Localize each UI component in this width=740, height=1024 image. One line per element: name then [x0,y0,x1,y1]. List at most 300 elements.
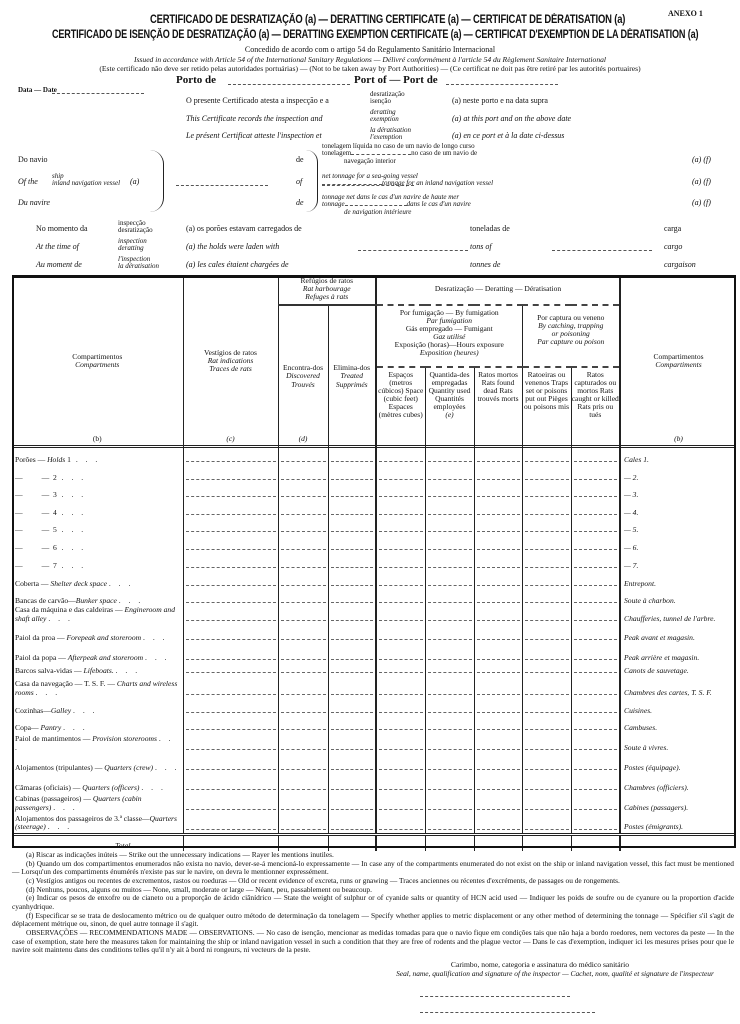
compartment-label-fr: Peak arrière et magasin. [620,643,736,663]
brace-icon [306,150,318,212]
space-cell[interactable] [376,716,425,733]
compartment-label: Paiol de mantimentos — Provision storerooms . . . [15,734,174,752]
tonnage-pt-3: no caso de um navio de [411,149,478,158]
discovered-cell[interactable] [278,733,328,753]
date-label: Data — Date [18,86,57,94]
compartment-label-fr: Canots de sauvetage. [620,663,736,676]
found-dead-cell[interactable] [474,553,522,571]
caught-cell[interactable] [571,535,620,553]
port-label-en-fr: Port of — Port de [354,74,438,86]
table-row [12,483,736,500]
title-line-1: CERTIFICADO DE DESRATIZAÇÃO (a) — DERATTING CERTIFICATE (a) — CERTIFICAT DE DÉRATISATION (a) [150,14,626,26]
cargo-end-fr: cargaison [664,260,696,269]
compartment-label: Casa da navegação — T. S. F. — Charts and wireless rooms . . . [15,679,178,697]
tonnage-field-fr[interactable] [345,205,407,206]
tonnage-field-pt[interactable] [351,154,411,155]
quantity-cell[interactable] [425,448,474,465]
traps-cell[interactable] [522,676,571,698]
caught-cell[interactable] [571,676,620,698]
found-dead-cell[interactable] [474,753,522,773]
note-b: (b) Quando um dos compartimentos enumerados não exista no navio, dever-se-á mencioná-lo expressamente — In case any of the compartments enumerated do not exist on the ship or inland navigation vessel, this fact must be mentioned — Lorsqu'un des compartiments énumérés n'existe pas sur le navire, on devra le mentionner expressément. [12,858,734,877]
note-e: (e) Indicar os pesos de enxofre ou de cianeto ou a proporção de ácido ciânídrico — State the weight of sulphur or of cyanide salts or quantity of HCN acid used — Indiquer les poids de soufre ou de cyanure ou la proportion d'acide cyanhydrique. [12,893,734,911]
caught-cell[interactable] [571,624,620,643]
caught-cell[interactable] [571,465,620,483]
rat-indications-cell[interactable] [183,500,278,518]
discovered-cell[interactable] [278,518,328,535]
attest-tail-en: (a) at this port and on the above date [452,114,572,123]
compartment-label: Barcos salva-vidas — Lifeboats. . . . [15,665,141,675]
space-cell[interactable] [376,500,425,518]
compartment-label-fr: — 3. [620,483,736,500]
compartment-label-fr: — 4. [620,500,736,518]
found-dead-cell[interactable] [474,518,522,535]
compartment-label: Cabinas (passageiros) — Quarters (cabin passengers) . . . [15,794,142,812]
attest-opt-la-deratisation[interactable]: la dératisation [370,126,412,134]
rat-indications-cell[interactable] [183,553,278,571]
subtitle-pt: Concedido de acordo com o artigo 54 do Regulamento Sanitário Internacional [244,45,496,54]
found-dead-cell[interactable] [474,465,522,483]
traps-cell[interactable] [522,465,571,483]
compartment-label-fr: Chambres des cartes, T. S. F. [620,676,736,698]
rat-indications-cell[interactable] [183,483,278,500]
found-dead-cell[interactable] [474,698,522,716]
compartment-label: — — 5 . . . [15,524,87,534]
header-compartments-fr: Compartimentos Compartiments (b) [620,275,736,447]
brace-icon [150,150,164,212]
traps-cell[interactable] [522,753,571,773]
traps-cell[interactable] [522,793,571,813]
table-row [12,448,736,465]
quantity-cell[interactable] [425,500,474,518]
cargo-lead-pt: No momento da [36,224,88,233]
cargo-opt-inspeccao[interactable]: inspecção [118,219,146,227]
discovered-cell[interactable] [278,793,328,813]
cargo-type-field[interactable] [552,250,652,251]
caught-cell[interactable] [571,500,620,518]
attest-opt-desratizacao[interactable]: desratização [370,90,405,98]
table-row [12,733,736,753]
discovered-cell[interactable] [278,483,328,500]
quantity-cell[interactable] [425,483,474,500]
caught-cell[interactable] [571,589,620,606]
table-row [12,643,736,663]
af-note-3: (a) (f) [692,198,711,207]
space-cell[interactable] [376,535,425,553]
space-cell[interactable] [376,589,425,606]
rat-indications-cell[interactable] [183,589,278,606]
rat-indications-cell[interactable] [183,676,278,698]
quantity-cell[interactable] [425,733,474,753]
footnotes [12,851,734,955]
treated-cell[interactable] [328,500,376,518]
rat-indications-cell[interactable] [183,716,278,733]
space-cell[interactable] [376,465,425,483]
attest-opt-deratting[interactable]: deratting [370,108,396,116]
traps-cell[interactable] [522,834,571,851]
space-cell[interactable] [376,773,425,793]
inspector-name-field[interactable] [420,1012,595,1013]
discovered-cell[interactable] [278,589,328,606]
traps-cell[interactable] [522,553,571,571]
tonnage-fr-1: tonnage net dans le cas d'un navire de haute mer [322,193,460,201]
found-dead-cell[interactable] [474,483,522,500]
treated-cell[interactable] [328,834,376,851]
treated-cell[interactable] [328,448,376,465]
discovered-cell[interactable] [278,663,328,676]
quantity-cell[interactable] [425,753,474,773]
cargo-opt-linspection[interactable]: l'inspection [118,255,151,263]
quantity-cell[interactable] [425,716,474,733]
found-dead-cell[interactable] [474,448,522,465]
quantity-cell[interactable] [425,535,474,553]
cargo-end-en: cargo [664,242,683,251]
treated-cell[interactable] [328,606,376,624]
found-dead-cell[interactable] [474,716,522,733]
caught-cell[interactable] [571,483,620,500]
caught-cell[interactable] [571,571,620,589]
port-field-pt[interactable] [228,84,350,85]
table-row [12,589,736,606]
cargo-lead-fr: Au moment de [36,260,82,269]
discovered-cell[interactable] [278,643,328,663]
quantity-cell[interactable] [425,663,474,676]
compartment-label: Casa da máquina e das caldeiras — Engineroom and shaft alley . . . [15,605,175,623]
cargo-unit-en: tons of [470,242,492,251]
caught-cell[interactable] [571,813,620,834]
vessel-a: (a) [130,177,140,186]
compartment-label: Total . . . . . [115,840,180,850]
traps-cell[interactable] [522,500,571,518]
table-row [12,793,736,813]
traps-cell[interactable] [522,773,571,793]
found-dead-cell[interactable] [474,834,522,851]
quantity-cell[interactable] [425,676,474,698]
space-cell[interactable] [376,676,425,698]
found-dead-cell[interactable] [474,571,522,589]
subtitle-en-fr: Issued in accordance with Article 54 of the International Sanitary Regulations — Délivré conformément à l'article 54 du Règlement Sanitaire International [133,55,607,64]
traps-cell[interactable] [522,813,571,834]
signature-label-pt: Carimbo, nome, categoria e assinatura do médico sanitário [450,960,630,969]
compartment-label-fr: Chaufferies, tunnel de l'arbre. [620,606,736,624]
compartments-table-header [12,275,736,447]
attest-opt-exemption-fr[interactable]: l'exemption [370,133,403,141]
header-treated: Elimina-dos Treated Supprimés [328,305,376,447]
quantity-cell[interactable] [425,465,474,483]
treated-cell[interactable] [328,518,376,535]
discovered-cell[interactable] [278,813,328,834]
quantity-cell[interactable] [425,813,474,834]
vessel-label-en: Of the [18,177,38,186]
compartments-table [12,448,736,851]
caught-cell[interactable] [571,773,620,793]
discovered-cell[interactable] [278,606,328,624]
compartment-label: — — 3 . . . [15,489,87,499]
header-traps: Ratoeiras ou venenos Traps set or poisons put out Pièges ou poisons mis [522,367,571,447]
space-cell[interactable] [376,553,425,571]
rat-indications-cell[interactable] [183,535,278,553]
found-dead-cell[interactable] [474,606,522,624]
quantity-cell[interactable] [425,834,474,851]
header-space: Espaços (metros cúbicos) Space (cubic feet) Espaces (mètres cubes) [376,367,425,447]
quantity-cell[interactable] [425,698,474,716]
discovered-cell[interactable] [278,535,328,553]
space-cell[interactable] [376,448,425,465]
compartment-label: Paiol da popa — Afterpeak and storeroom . . . [15,652,170,662]
discovered-cell[interactable] [278,553,328,571]
total-label: Total [115,840,131,850]
rat-indications-cell[interactable] [183,448,278,465]
traps-cell[interactable] [522,698,571,716]
caught-cell[interactable] [571,716,620,733]
caught-cell[interactable] [571,643,620,663]
vessel-opt-inland[interactable]: inland navigation vessel [52,179,121,187]
caught-cell[interactable] [571,834,620,851]
traps-cell[interactable] [522,733,571,753]
quantity-cell[interactable] [425,624,474,643]
caught-cell[interactable] [571,753,620,773]
table-row [12,571,736,589]
attest-opt-exemption[interactable]: exemption [370,115,399,123]
found-dead-cell[interactable] [474,663,522,676]
rat-indications-cell[interactable] [183,624,278,643]
caught-cell[interactable] [571,518,620,535]
caught-cell[interactable] [571,733,620,753]
discovered-cell[interactable] [278,716,328,733]
treated-cell[interactable] [328,676,376,698]
cargo-opt-deratting[interactable]: deratting [118,244,144,252]
discovered-cell[interactable] [278,753,328,773]
note-f: (f) Especificar se se trata de deslocamento métrico ou de qualquer outro método de determinação da tonelagem — Specify whether applies to metric displacement or any other method of determining the tonnage — Spécifier s'il s'agit de déplacement métrique ou, sinon, de quel autre tonnage il s'agit. [12,910,734,929]
rat-indications-cell[interactable] [183,834,278,851]
tonnage-field-en[interactable] [322,184,382,185]
discovered-cell[interactable] [278,500,328,518]
attest-lead-en: This Certificate records the inspection and [186,114,323,123]
quantity-cell[interactable] [425,793,474,813]
treated-cell[interactable] [328,793,376,813]
discovered-cell[interactable] [278,571,328,589]
note-c: (c) Vestígios antigos ou recentes de excrementos, rastos ou roeduras — Old or recent evidence of excreta, runs or gnawing — Traces anciennes ou récentes d'excréments, de passages ou de rongements. [26,875,620,885]
compartment-label: — — 4 . . . [15,507,87,517]
cargo-tons-field[interactable] [358,250,468,251]
treated-cell[interactable] [328,716,376,733]
space-cell[interactable] [376,793,425,813]
traps-cell[interactable] [522,483,571,500]
compartment-label: Copa— Pantry . . . [15,722,88,732]
space-cell[interactable] [376,483,425,500]
traps-cell[interactable] [522,716,571,733]
signature-field[interactable] [420,996,570,997]
header-fumigation: Por fumigação — By fumigation Par fumigation Gás empregado — Fumigant Gaz utilisé Exposição (horas)—Hours exposure Exposition (heures) [376,305,522,367]
compartment-label: Coberta — Shelter deck space . . . [15,578,134,588]
treated-cell[interactable] [328,773,376,793]
header-found-dead: Ratos mortos Rats found dead Rats trouvés morts [474,367,522,447]
discovered-cell[interactable] [278,448,328,465]
rat-indications-cell[interactable] [183,733,278,753]
quantity-cell[interactable] [425,643,474,663]
total-row [12,834,736,851]
table-row [12,698,736,716]
discovered-cell[interactable] [278,676,328,698]
compartment-label-fr: Chambres (officiers). [620,773,736,793]
compartment-label: Alojamentos (tripulantes) — Quarters (crew) . . . [15,762,180,772]
af-note-2: (a) (f) [692,177,711,186]
space-cell[interactable] [376,753,425,773]
rat-indications-cell[interactable] [183,465,278,483]
treated-cell[interactable] [328,733,376,753]
found-dead-cell[interactable] [474,643,522,663]
discovered-cell[interactable] [278,773,328,793]
treated-cell[interactable] [328,663,376,676]
tonnage-fr-3: dans le cas d'un navire [406,200,471,209]
tonnage-fr-2: tonnage [322,200,345,209]
rat-indications-cell[interactable] [183,813,278,834]
treated-cell[interactable] [328,624,376,643]
table-row [12,465,736,483]
found-dead-cell[interactable] [474,793,522,813]
rat-indications-cell[interactable] [183,773,278,793]
caught-cell[interactable] [571,553,620,571]
table-row [12,813,736,834]
treated-cell[interactable] [328,589,376,606]
traps-cell[interactable] [522,535,571,553]
traps-cell[interactable] [522,606,571,624]
traps-cell[interactable] [522,518,571,535]
treated-cell[interactable] [328,465,376,483]
date-field[interactable] [52,93,144,94]
caught-cell[interactable] [571,698,620,716]
vessel-label-pt: Do navio [18,155,48,164]
traps-cell[interactable] [522,663,571,676]
table-row [12,624,736,643]
space-cell[interactable] [376,663,425,676]
compartment-label-fr: — 2. [620,465,736,483]
attest-lead-pt: O presente Certificado atesta a inspecção e a [186,96,329,105]
found-dead-cell[interactable] [474,813,522,834]
discovered-cell[interactable] [278,624,328,643]
rat-indications-cell[interactable] [183,793,278,813]
attest-opt-isencao[interactable]: isenção [370,97,391,105]
port-field-en-fr[interactable] [446,84,558,85]
found-dead-cell[interactable] [474,733,522,753]
rat-indications-cell[interactable] [183,518,278,535]
traps-cell[interactable] [522,589,571,606]
found-dead-cell[interactable] [474,624,522,643]
quantity-cell[interactable] [425,553,474,571]
port-label-pt: Porto de [176,74,217,86]
space-cell[interactable] [376,606,425,624]
rat-indications-cell[interactable] [183,643,278,663]
found-dead-cell[interactable] [474,500,522,518]
space-cell[interactable] [376,813,425,834]
treated-cell[interactable] [328,698,376,716]
vessel-label-fr: Du navire [18,198,50,207]
table-row [12,773,736,793]
header-quantity: Quantida-des empregadas Quantity used Quantités employées (e) [425,367,474,447]
table-row [12,606,736,624]
rat-indications-cell[interactable] [183,571,278,589]
treated-cell[interactable] [328,813,376,834]
discovered-cell[interactable] [278,834,328,851]
discovered-cell[interactable] [278,698,328,716]
annex-label: ANEXO 1 [668,9,703,18]
caught-cell[interactable] [571,606,620,624]
note-d: (d) Nenhuns, poucos, alguns ou muitos — None, small, moderate or large — Néant, peu, passablement ou beaucoup. [26,884,372,894]
treated-cell[interactable] [328,553,376,571]
caught-cell[interactable] [571,793,620,813]
treated-cell[interactable] [328,535,376,553]
tonnage-en-2: tonnage for an inland navigation vessel [382,179,494,188]
cargo-unit-pt: toneladas de [470,224,510,233]
compartment-label: — — 6 . . . [15,542,87,552]
treated-cell[interactable] [328,753,376,773]
found-dead-cell[interactable] [474,773,522,793]
treated-cell[interactable] [328,643,376,663]
found-dead-cell[interactable] [474,676,522,698]
found-dead-cell[interactable] [474,535,522,553]
cargo-mid-pt: (a) os porões estavam carregados de [186,224,302,233]
rat-indications-cell[interactable] [183,753,278,773]
cargo-opt-la-deratisation[interactable]: la dératisation [118,262,160,270]
caught-cell[interactable] [571,448,620,465]
cargo-opt-inspection[interactable]: inspection [118,237,147,245]
cargo-lead-en: At the time of [36,242,79,251]
compartment-label-fr: Soute à vivres. [620,733,736,753]
header-deratting: Desratização — Deratting — Dératisation [376,275,620,305]
rat-indications-cell[interactable] [183,663,278,676]
compartment-label: — — 2 . . . [15,472,87,482]
header-discovered: Encontra-dos Discovered Trouvés (d) [278,305,328,447]
discovered-cell[interactable] [278,465,328,483]
space-cell[interactable] [376,624,425,643]
traps-cell[interactable] [522,448,571,465]
header-compartments: Compartimentos Compartments (b) [72,351,123,443]
space-cell[interactable] [376,518,425,535]
compartment-label-fr: Entrepont. [620,571,736,589]
cargo-unit-fr: tonnes de [470,260,501,269]
space-cell[interactable] [376,643,425,663]
found-dead-cell[interactable] [474,589,522,606]
table-row [12,500,736,518]
cargo-opt-desratizacao[interactable]: desratização [118,226,153,234]
quantity-cell[interactable] [425,518,474,535]
rat-indications-cell[interactable] [183,698,278,716]
af-note-1: (a) (f) [692,155,711,164]
treated-cell[interactable] [328,483,376,500]
attest-tail-fr: (a) en ce port et à la date ci-dessus [452,131,565,140]
title-line-2: CERTIFICADO DE ISENÇÃO DE DESRATIZAÇÃO (a) — DERATTING EXEMPTION CERTIFICATE (a) — CERTIFICAT D'EXEMPTION DE LA DÉRATISATION (a) [52,29,699,41]
vessel-of: of [296,177,303,186]
vessel-name-field[interactable] [176,185,268,186]
quantity-cell[interactable] [425,606,474,624]
space-cell[interactable] [376,698,425,716]
vessel-opt-ship[interactable]: ship [52,172,64,180]
compartment-label: Paiol da proa — Forepeak and storeroom . . . [15,632,168,642]
traps-cell[interactable] [522,571,571,589]
treated-cell[interactable] [328,571,376,589]
space-cell[interactable] [376,571,425,589]
quantity-cell[interactable] [425,571,474,589]
space-cell[interactable] [376,834,425,851]
caught-cell[interactable] [571,663,620,676]
compartment-label-fr: Cambuses. [620,716,736,733]
quantity-cell[interactable] [425,773,474,793]
space-cell[interactable] [376,733,425,753]
traps-cell[interactable] [522,643,571,663]
compartment-label-fr: — 6. [620,535,736,553]
rat-indications-cell[interactable] [183,606,278,624]
traps-cell[interactable] [522,624,571,643]
quantity-cell[interactable] [425,589,474,606]
